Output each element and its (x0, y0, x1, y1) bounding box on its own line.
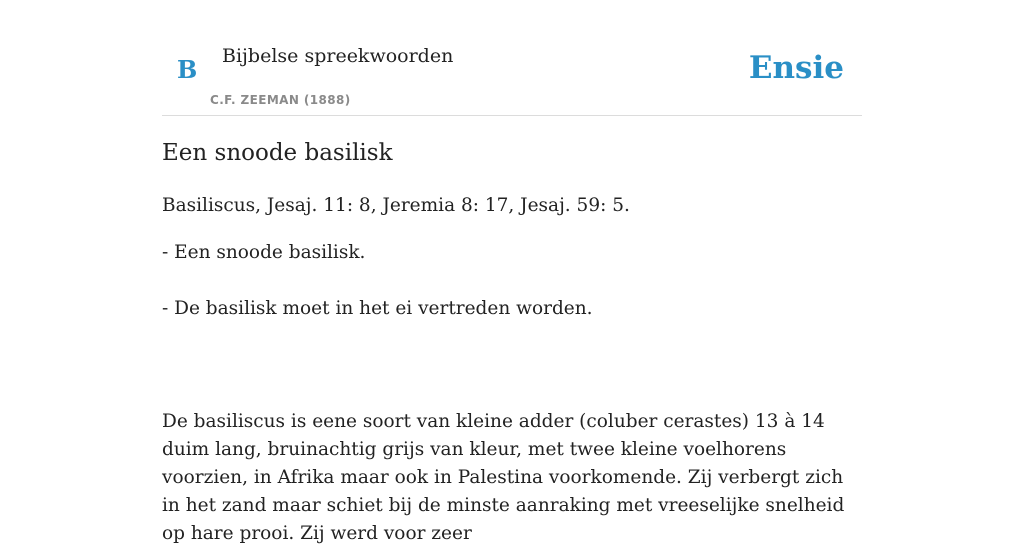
book-title-link[interactable]: Bijbelse spreekwoorden (222, 45, 454, 67)
entry-title: Een snoode basilisk (162, 140, 393, 166)
entry-line: - Een snoode basilisk. (162, 242, 366, 263)
page-content (162, 0, 862, 544)
entry-body-text: De basiliscus is eene soort van kleine adder (coluber cerastes) 13 à 14 duim lang, bruinachtig grijs van kleur, met twee kleine voelhorens voorzien, in Afrika maar ook in Palestina voorkomende. Zij verbergt zich in het zand maar schiet bij de minste aanraking met vreeselijke snelheid op hare prooi. Zij werd voor zeer (162, 411, 845, 544)
book-author: C.F. ZEEMAN (1888) (210, 93, 351, 107)
entry-line: - De basilisk moet in het ei vertreden worden. (162, 298, 593, 319)
header (162, 0, 862, 116)
book-logo-icon[interactable]: B (177, 55, 198, 84)
ensie-logo-link[interactable]: Ensie (748, 50, 844, 86)
entry-reference: Basiliscus, Jesaj. 11: 8, Jeremia 8: 17, Jesaj. 59: 5. (162, 195, 630, 216)
